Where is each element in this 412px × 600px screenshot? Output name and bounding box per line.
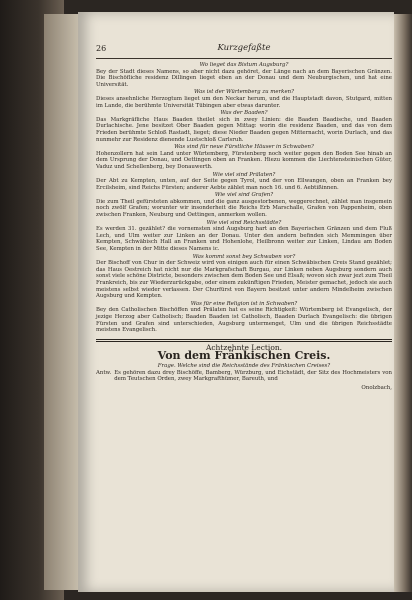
question-heading: Wo lieget das Bistum Augsburg?	[199, 62, 289, 68]
question-heading: Wie viel sind Prälaten?	[212, 171, 276, 178]
question-heading: Was ist der Würtemberg zu merken?	[193, 89, 294, 96]
running-title: Kurzgefaßte	[217, 43, 271, 53]
answer-paragraph: Hohenzollern hat sein Land unter Würtemberg, Fürstenberg noch weiter gegen den Boden See hinab an dem Ursprung der Donau, und Oettingen oben an Franken. Hiezu kommen die Liechtensteinischen Güter, Vaduz und Schellenberg, bey Donauwerth.	[96, 150, 392, 170]
page-number: 26	[96, 44, 107, 53]
lection-heading: Achtzehnte Lection.	[205, 342, 283, 352]
answer-paragraph: Der Abt zu Kempten, unten, auf der Seite gegen Tyrol, und der von Ellwangen, oben an Franken bey Ercilsheim, sind Reichs Fürsten; anderer Aebte zählet man noch 16. und 6. Aebtißinnen.	[96, 178, 392, 191]
antwort-label: Antw.	[96, 369, 112, 376]
question-heading: Was kommt sonst bey Schwaben vor?	[192, 253, 296, 260]
answer-paragraph: Bey der Stadt dieses Namens, so aber nicht dazu gehöret, der Länge nach an dem Bayerischen Gränzen. Die Bischöfliche residenz Dillingen lieget eben an der Donau und dem Neuburgischen, und hat eine Universität.	[96, 68, 392, 88]
chapter-title: Von dem Fränkischen Creis.	[157, 349, 331, 363]
answer-paragraph: Die zum Theil gefürsteten abkommen, und die ganz ausgestorbenen, weggerechnet, zählet man insgemein noch zwölf Grafen; worunter wir insonderheit die Reichs Erb Marschalle, Grafen von Pappenheim, oben zwischen Franken, Neuburg und Oettingen, anmerken wollen.	[96, 198, 392, 219]
question-heading: Was der Baaden?	[220, 110, 268, 117]
answer-paragraph: Dieses ansehnliche Herzogtum lieget um den Neckar herum, und die Hauptstadt davon, Stutgard, mitten im Lande, die berühmte Universität Tübingen aber etwas darunter.	[96, 95, 392, 109]
frage-line: Frage. Welche sind die Reichsstände des Fränkischen Creises?	[157, 362, 331, 369]
question-heading: Was sind für neue Fürstliche Häuser in Schwaben?	[174, 144, 314, 151]
answer-paragraph: Das Markgräfliche Haus Baaden theilet sich in zwey Linien: die Baaden Baadische, und Baaden Durlachische. Jene besitzet Ober Baaden gegen Mittag: worin die residenz Baaden, und das von dem Frieden berühmte Schloß Rastadt, lieget; diese Nieder Baaden gegen Mitternacht, worin Durlach, und das nunmehr zur Residenz dienende Lustschloß Carlsruh.	[96, 116, 392, 143]
antwort-block	[96, 370, 392, 384]
question-heading: Was für eine Religion ist in Schwaben?	[190, 300, 298, 307]
answer-paragraph: Der Bischoff von Chur in der Schweiz wird von einigen auch für einen Schwäbischen Creis Stand gezählet; das Haus Oestreich hat nicht nur die Markgrafschaft Burgau, zur Linken neben Augsburg sondern auch sonst viele schöne Districte, besonders zwischen dem Boden See und Elsaß; wovon sich zwar jezt zum Theil Frankreich, bis zur Wiederzurückgabe, oder einem zukünftigen Frieden, Meister gemachet, jedoch sie auch meistens selbst wieder verlassen. Der Churfürst von Bayern besitzet unter andern Mindelheim zwischen Augsburg und Kempten.	[96, 260, 392, 300]
answer-paragraph: Es werden 31. gezählet? die vornemsten sind Augsburg hart an den Bayerischen Gränzen und dem Fluß Lech, und Ulm weiter zur Linken an der Donau. Unter den andern befinden sich Memmingen über Kempten, Schwäbisch Hall an Franken und Hohenlohe, Heilbronn weiter zur Linken, Lindau am Boden See, Kempten in der Mitte dieses Namens ic.	[96, 226, 392, 253]
answer-paragraph: Bey den Catholischen Bischöffen und Prälaten hat es seine Richtigkeit: Würtemberg ist Evangelisch, der jezige Herzog aber Catholisch; Baaden Baaden ist Catholisch, Baaden Durlach Evangelisch: die übrigen Fürsten und Grafen sind unterschieden, Augsburg untermenget, Ulm und die übrigen Reichsstädte meistens Evangelisch.	[96, 307, 392, 334]
antwort-paragraph: Es gehören dazu drey Bischöffe, Bamberg, Würzburg, und Eichstädt, der Sitz des Hochmeisters von dem Teutschen Orden, zwey Markgrafthümer, Bareuth, und	[114, 369, 392, 383]
question-heading: Wie viel sind Grafen?	[214, 192, 274, 199]
double-rule-divider	[96, 339, 392, 342]
catchword: Onolzbach,	[361, 384, 392, 391]
right-page-edge	[394, 14, 412, 592]
question-heading: Wie viel sind Reichsstädte?	[206, 219, 282, 226]
page-header	[96, 44, 392, 59]
page-body	[96, 62, 392, 584]
